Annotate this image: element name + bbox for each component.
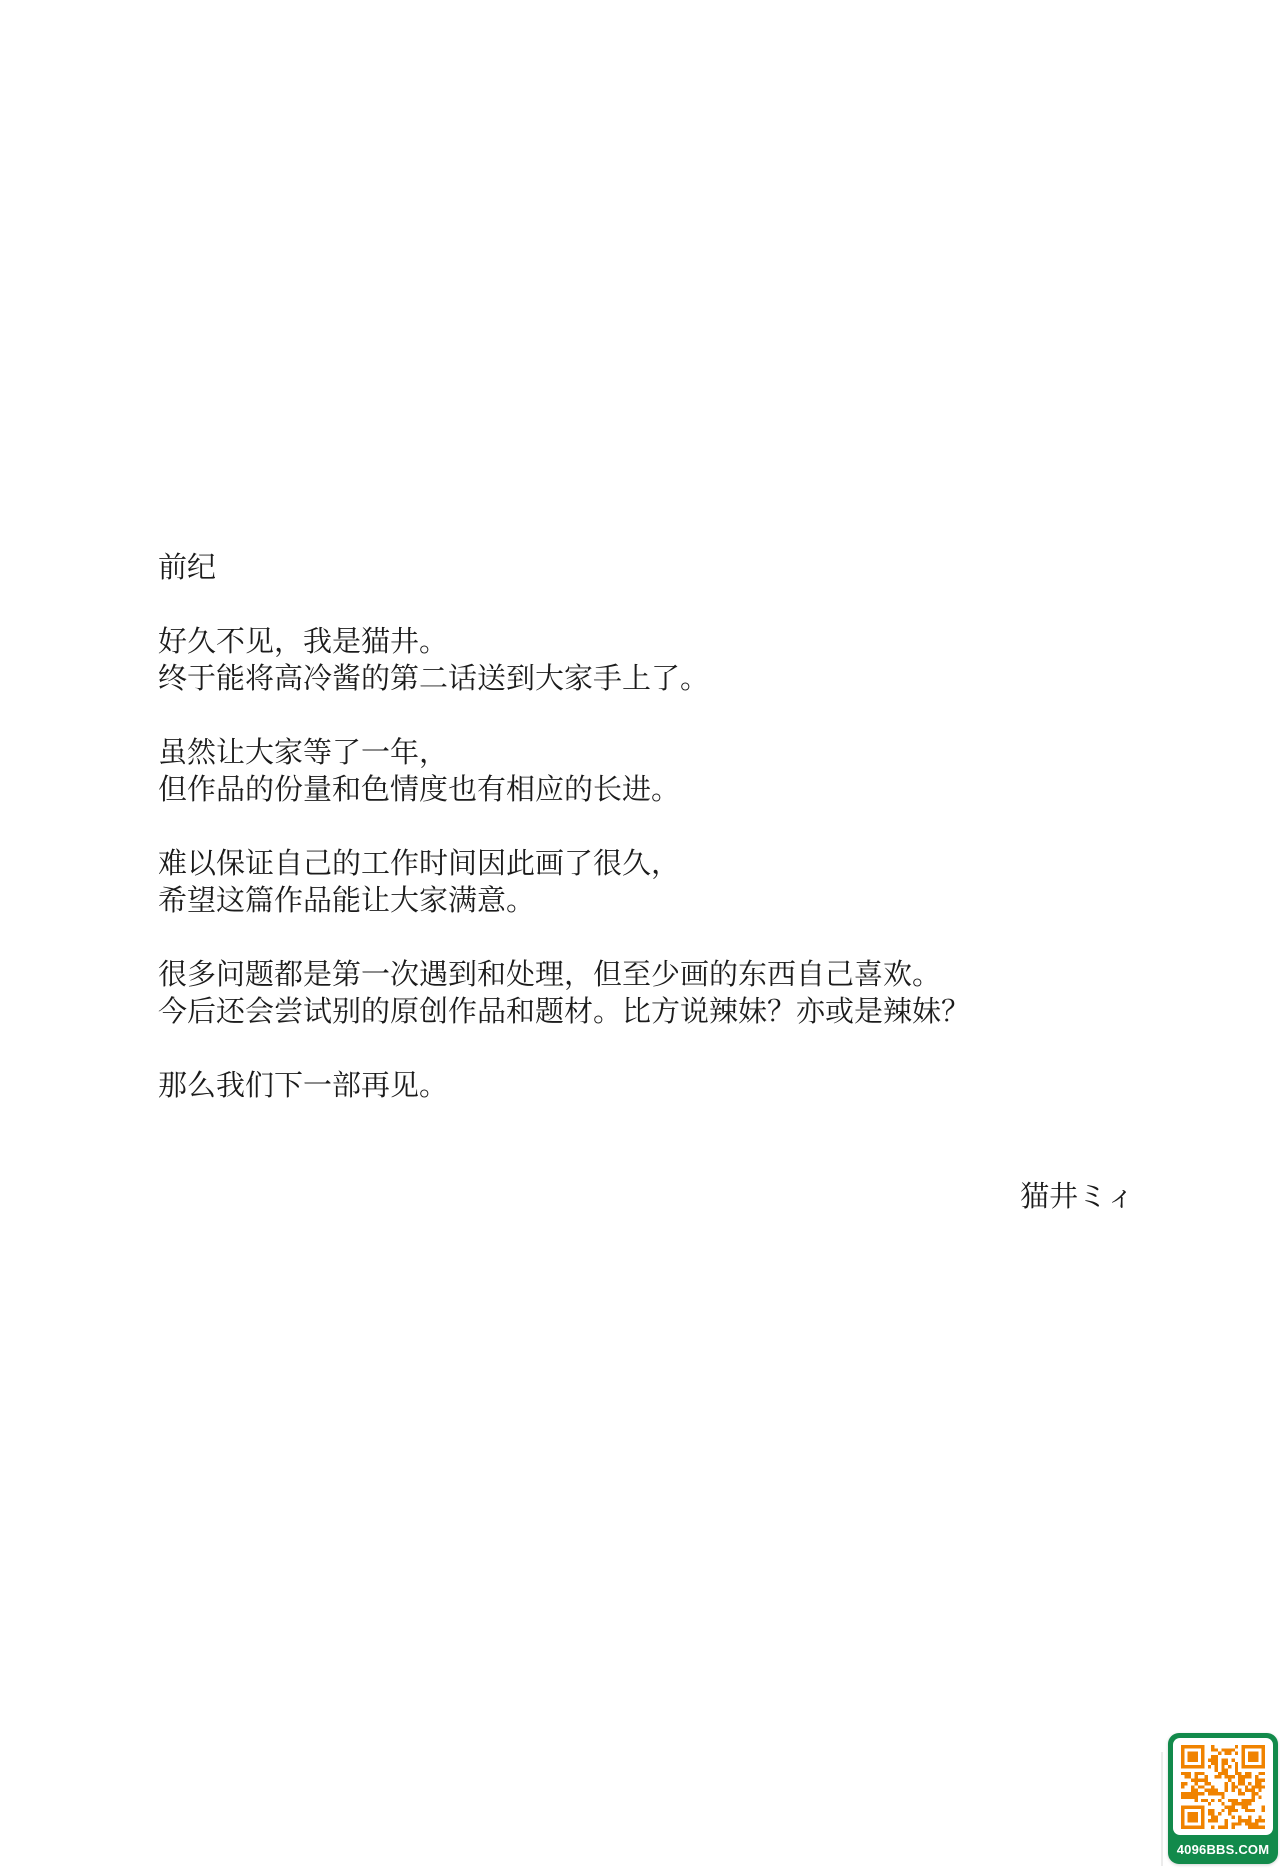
afterword-line: 终于能将高冷酱的第二话送到大家手上了。	[158, 661, 710, 695]
afterword-line: 很多问题都是第一次遇到和处理，但至少画的东西自己喜欢。	[158, 957, 942, 991]
blank-line	[158, 697, 1135, 734]
afterword-line: 难以保证自己的工作时间因此画了很久，	[158, 846, 681, 880]
afterword-closing: 那么我们下一部再见。	[158, 1068, 449, 1102]
afterword-line: 今后还会尝试别的原创作品和题材。比方说辣妹？亦或是辣妹？	[158, 994, 971, 1028]
blank-line	[158, 1141, 1135, 1178]
qr-code-icon	[1181, 1745, 1265, 1829]
watermark-qr-badge	[1168, 1733, 1278, 1864]
afterword-line: 虽然让大家等了一年，	[158, 735, 449, 769]
blank-line	[158, 1030, 1135, 1067]
afterword-text-block	[158, 549, 1135, 1215]
blank-line	[158, 586, 1135, 623]
afterword-line: 好久不见，我是猫井。	[158, 624, 449, 658]
page-edge-shadow	[1161, 1752, 1163, 1866]
author-signature: 猫井ミィ	[1020, 1179, 1135, 1213]
watermark-url: 4096BBS.COM	[1176, 1842, 1270, 1857]
blank-line	[158, 919, 1135, 956]
afterword-title: 前纪	[158, 550, 217, 584]
blank-line	[158, 808, 1135, 845]
blank-line	[158, 1104, 1135, 1141]
qr-code-background	[1173, 1738, 1273, 1835]
afterword-line: 希望这篇作品能让大家满意。	[158, 883, 536, 917]
afterword-line: 但作品的份量和色情度也有相应的长进。	[158, 772, 681, 806]
